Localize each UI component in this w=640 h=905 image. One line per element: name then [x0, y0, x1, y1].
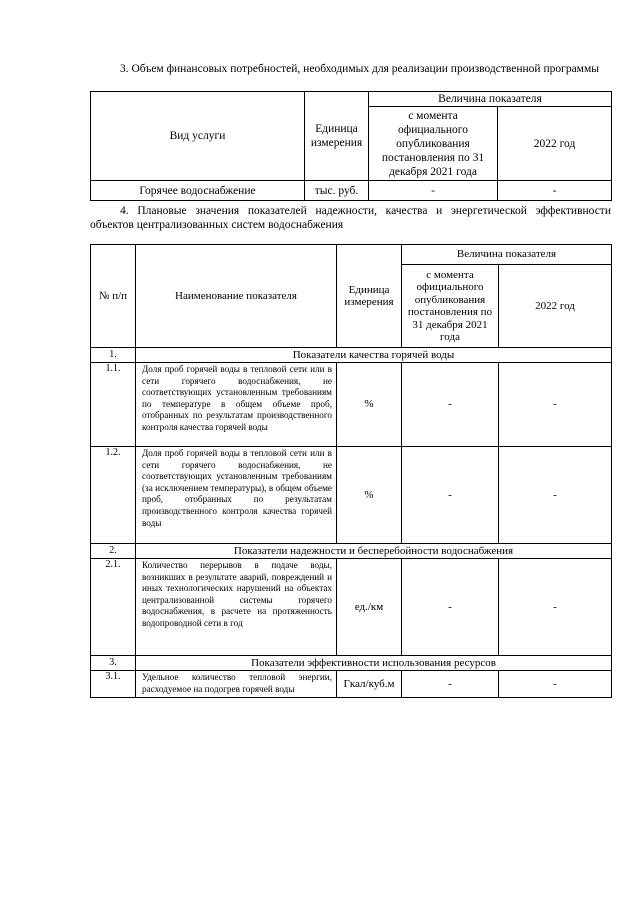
- value-cell: -: [498, 181, 612, 201]
- unit-cell: ед./км: [337, 559, 402, 656]
- table-row: [91, 181, 612, 201]
- section-num: 1.: [91, 348, 136, 363]
- col-service-header: Вид услуги: [91, 92, 305, 181]
- value-cell: -: [499, 671, 612, 698]
- col-year-header: 2022 год: [498, 107, 612, 181]
- col-from-header: с момента официального опубликования постановления по 31 декабря 2021 года: [402, 265, 499, 348]
- row-num: 1.1.: [91, 363, 136, 447]
- col-from-header: с момента официального опубликования постановления по 31 декабря 2021 года: [369, 107, 498, 181]
- section-row: [91, 348, 612, 363]
- table-row: [91, 447, 612, 544]
- table-row: [91, 671, 612, 698]
- row-num: 3.1.: [91, 671, 136, 698]
- value-cell: -: [369, 181, 498, 201]
- indicator-name: Доля проб горячей воды в тепловой сети или в сети горячего водоснабжения, не соответствующих установленным требованиям по температуре в общем объеме проб, отобранных по результатам производственного контроля качества горячей воды: [136, 363, 337, 447]
- section-title: Показатели качества горячей воды: [136, 348, 612, 363]
- unit-cell: тыс. руб.: [305, 181, 369, 201]
- row-num: 2.1.: [91, 559, 136, 656]
- unit-cell: Гкал/куб.м: [337, 671, 402, 698]
- col-num-header: № п/п: [91, 245, 136, 348]
- unit-cell: %: [337, 363, 402, 447]
- section-title: Показатели надежности и бесперебойности водоснабжения: [136, 544, 612, 559]
- value-cell: -: [499, 447, 612, 544]
- value-cell: -: [402, 447, 499, 544]
- value-group-header: Величина показателя: [369, 92, 612, 107]
- value-group-header: Величина показателя: [402, 245, 612, 265]
- col-unit-header: Единица измерения: [305, 92, 369, 181]
- section-num: 3.: [91, 656, 136, 671]
- value-cell: -: [499, 559, 612, 656]
- section4-heading: 4. Плановые значения показателей надежности, качества и энергетической эффективности объектов централизованных систем водоснабжения: [90, 205, 611, 231]
- table-row: [91, 559, 612, 656]
- col-unit-header: Единица измерения: [337, 245, 402, 348]
- service-cell: Горячее водоснабжение: [91, 181, 305, 201]
- section-num: 2.: [91, 544, 136, 559]
- col-year-header: 2022 год: [499, 265, 612, 348]
- col-name-header: Наименование показателя: [136, 245, 337, 348]
- section-row: [91, 544, 612, 559]
- indicators-table: [90, 244, 612, 698]
- value-cell: -: [499, 363, 612, 447]
- indicator-name: Удельное количество тепловой энергии, расходуемое на подогрев горячей воды: [136, 671, 337, 698]
- indicator-name: Количество перерывов в подаче воды, возникших в результате аварий, повреждений и иных технологических нарушений на объектах централизованной системы горячего водоснабжения, в расчете на протяженность водопроводной сети в год: [136, 559, 337, 656]
- value-cell: -: [402, 559, 499, 656]
- unit-cell: %: [337, 447, 402, 544]
- row-num: 1.2.: [91, 447, 136, 544]
- indicator-name: Доля проб горячей воды в тепловой сети или в сети горячего водоснабжения, не соответствующих установленным требованиям (за исключением температуры), в общем объеме проб, отобранных по результатам производственного контроля качества горячей воды: [136, 447, 337, 544]
- table-row: [91, 363, 612, 447]
- section3-heading: 3. Объем финансовых потребностей, необходимых для реализации производственной программы: [120, 63, 599, 75]
- financial-needs-table: [90, 91, 612, 201]
- value-cell: -: [402, 363, 499, 447]
- section-row: [91, 656, 612, 671]
- value-cell: -: [402, 671, 499, 698]
- section-title: Показатели эффективности использования ресурсов: [136, 656, 612, 671]
